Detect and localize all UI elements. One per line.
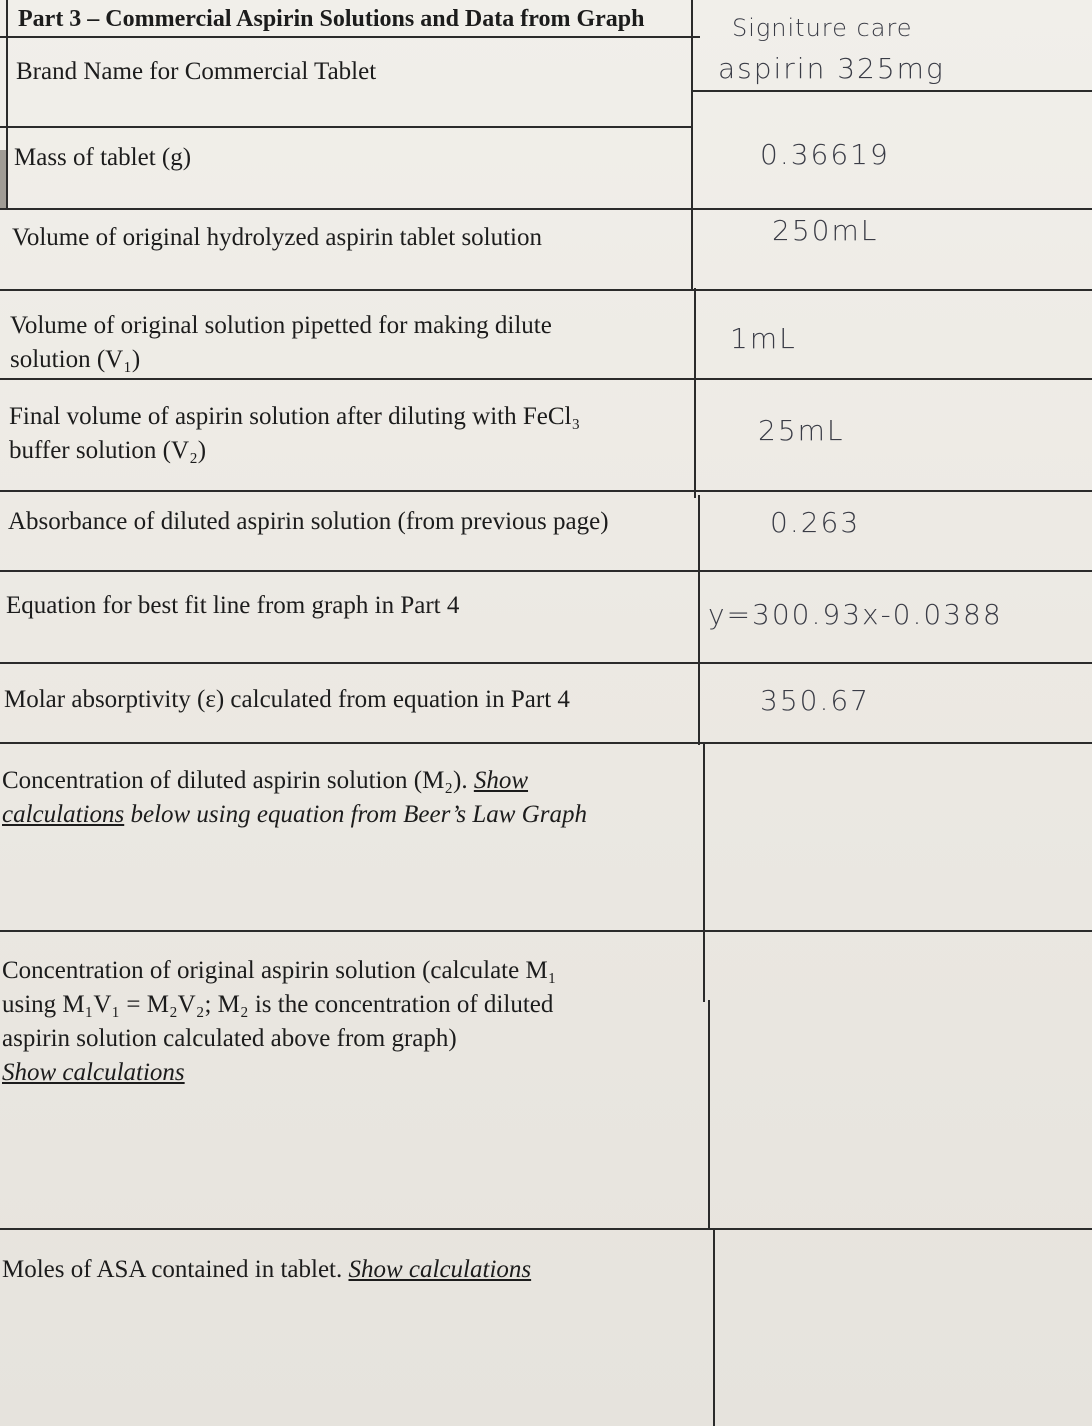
row-divider — [0, 490, 1092, 492]
pipetted-volume-value: 1mL — [730, 322, 797, 355]
tablet-mass-value: 0.36619 — [760, 138, 890, 171]
row-divider — [0, 742, 1092, 744]
best-fit-equation-value: y=300.93x-0.0388 — [708, 598, 1003, 631]
moles-asa-label — [2, 1254, 531, 1286]
table-column-divider — [713, 1228, 715, 1426]
show-calculations-text: Show calculations — [2, 1059, 185, 1086]
row-divider — [0, 930, 1092, 932]
absorbance-value: 0.263 — [770, 506, 861, 539]
pipetted-volume-label: Volume of original solution pipetted for making dilute — [10, 312, 552, 339]
page-title: Part 3 – Commercial Aspirin Solutions and Data from Graph — [18, 6, 645, 32]
row-divider — [0, 208, 1092, 210]
original-concentration-label-line4 — [2, 1057, 185, 1089]
original-concentration-label-line2: using M₁V₁ = M₂V₂; M₂ is the concentration of diluted — [2, 991, 554, 1018]
brand-name-value-line2: aspirin 325mg — [718, 52, 945, 85]
row-divider — [691, 90, 1092, 92]
diluted-concentration-label — [2, 765, 528, 797]
table-left-border — [6, 0, 8, 210]
molar-absorptivity-value: 350.67 — [760, 684, 870, 717]
table-column-divider — [703, 742, 705, 1002]
best-fit-equation-label: Equation for best fit line from graph in Part 4 — [6, 592, 460, 619]
hydrolyzed-volume-value: 250mL — [772, 214, 879, 247]
calculations-text: calculations — [2, 801, 125, 828]
original-concentration-label: Concentration of original aspirin solution (calculate M₁ — [2, 957, 557, 984]
final-volume-label-cont: buffer solution (V₂) — [9, 437, 207, 464]
molar-absorptivity-label: Molar absorptivity (ε) calculated from equation in Part 4 — [4, 686, 570, 713]
row-divider — [0, 662, 1092, 664]
row-divider — [0, 570, 1092, 572]
brand-name-value-line1: Signiture care — [732, 14, 913, 42]
brand-name-label: Brand Name for Commercial Tablet — [16, 58, 377, 85]
row-divider — [0, 289, 1092, 291]
table-column-divider — [691, 0, 693, 290]
beers-law-text: below using equation from Beer’s Law Graph — [124, 801, 587, 828]
pipetted-volume-label-cont: solution (V₁) — [10, 346, 141, 373]
diluted-concentration-text: Concentration of diluted aspirin solution (M₂). — [2, 767, 474, 794]
hydrolyzed-volume-label: Volume of original hydrolyzed aspirin tablet solution — [12, 224, 543, 251]
moles-asa-text: Moles of ASA contained in tablet. — [2, 1256, 349, 1283]
row-divider — [0, 36, 700, 38]
row-divider — [0, 1228, 1092, 1230]
row-divider — [0, 126, 693, 128]
show-text: Show — [473, 767, 529, 794]
table-column-divider — [694, 288, 696, 498]
final-volume-label: Final volume of aspirin solution after diluting with FeCl₃ — [9, 403, 581, 430]
absorbance-label: Absorbance of diluted aspirin solution (from previous page) — [8, 508, 609, 535]
row-divider — [0, 378, 1092, 380]
diluted-concentration-label-cont — [2, 799, 587, 831]
final-volume-value: 25mL — [758, 414, 845, 447]
show-calculations-text: Show calculations — [348, 1256, 532, 1283]
tablet-mass-label: Mass of tablet (g) — [14, 144, 192, 171]
table-column-divider — [698, 495, 700, 745]
original-concentration-label-line3: aspirin solution calculated above from graph) — [2, 1025, 457, 1052]
table-column-divider — [708, 1000, 710, 1230]
